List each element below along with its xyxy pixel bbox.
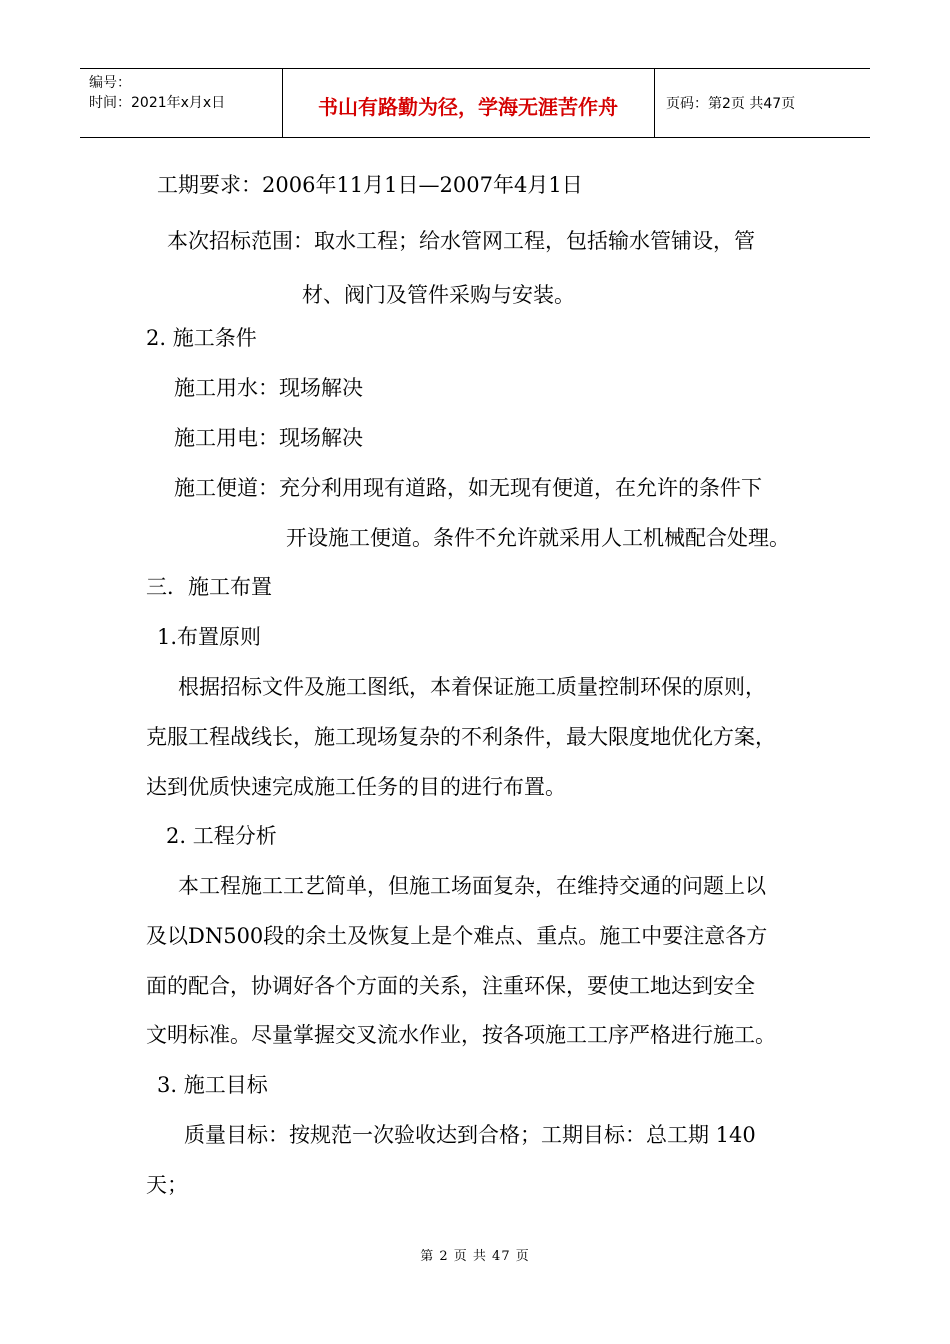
subsection-heading: 2. 工程分析 xyxy=(166,824,277,848)
text-line: 达到优质快速完成施工任务的目的进行布置。 xyxy=(146,775,566,799)
doc-date: 时间：2021年x月x日 xyxy=(89,95,226,111)
text-line: 施工用电：现场解决 xyxy=(174,426,363,450)
subsection-heading: 3. 施工目标 xyxy=(157,1073,268,1097)
text-line: 根据招标文件及施工图纸，本着保证施工质量控制环保的原则， xyxy=(178,675,766,699)
section-heading: 2. 施工条件 xyxy=(146,326,257,350)
header-divider xyxy=(654,69,655,137)
text-line: 质量目标：按规范一次验收达到合格；工期目标：总工期 140 xyxy=(184,1123,756,1147)
page-footer: 第 2 页 共 47 页 xyxy=(420,1249,530,1264)
text-line: 施工用水：现场解决 xyxy=(174,376,363,400)
subsection-heading: 1.布置原则 xyxy=(157,625,262,649)
page-header xyxy=(80,68,870,138)
section-heading: 三．施工布置 xyxy=(146,575,272,599)
text-line: 本工程施工工艺简单，但施工场面复杂，在维持交通的问题上以 xyxy=(178,874,766,898)
text-line: 本次招标范围：取水工程；给水管网工程，包括输水管铺设，管 xyxy=(167,229,755,253)
text-line: 材、阀门及管件采购与安装。 xyxy=(302,283,575,307)
text-line: 开设施工便道。条件不允许就采用人工机械配合处理。 xyxy=(286,526,790,550)
header-motto: 书山有路勤为径，学海无涯苦作舟 xyxy=(318,95,618,119)
header-meta xyxy=(89,73,225,113)
header-page-info: 页码：第2页 共47页 xyxy=(666,96,796,112)
text-line: 面的配合，协调好各个方面的关系，注重环保，要使工地达到安全 xyxy=(146,974,755,998)
doc-number-label: 编号： xyxy=(89,75,131,91)
text-line: 克服工程战线长，施工现场复杂的不利条件，最大限度地优化方案， xyxy=(146,725,776,749)
text-line: 文明标准。尽量掌握交叉流水作业，按各项施工工序严格进行施工。 xyxy=(146,1023,776,1047)
text-line: 及以DN500段的余土及恢复上是个难点、重点。施工中要注意各方 xyxy=(146,924,768,948)
text-line: 工期要求：2006年11月1日—2007年4月1日 xyxy=(157,173,583,197)
text-line: 施工便道：充分利用现有道路，如无现有便道，在允许的条件下 xyxy=(174,476,762,500)
text-line: 天； xyxy=(146,1173,188,1197)
